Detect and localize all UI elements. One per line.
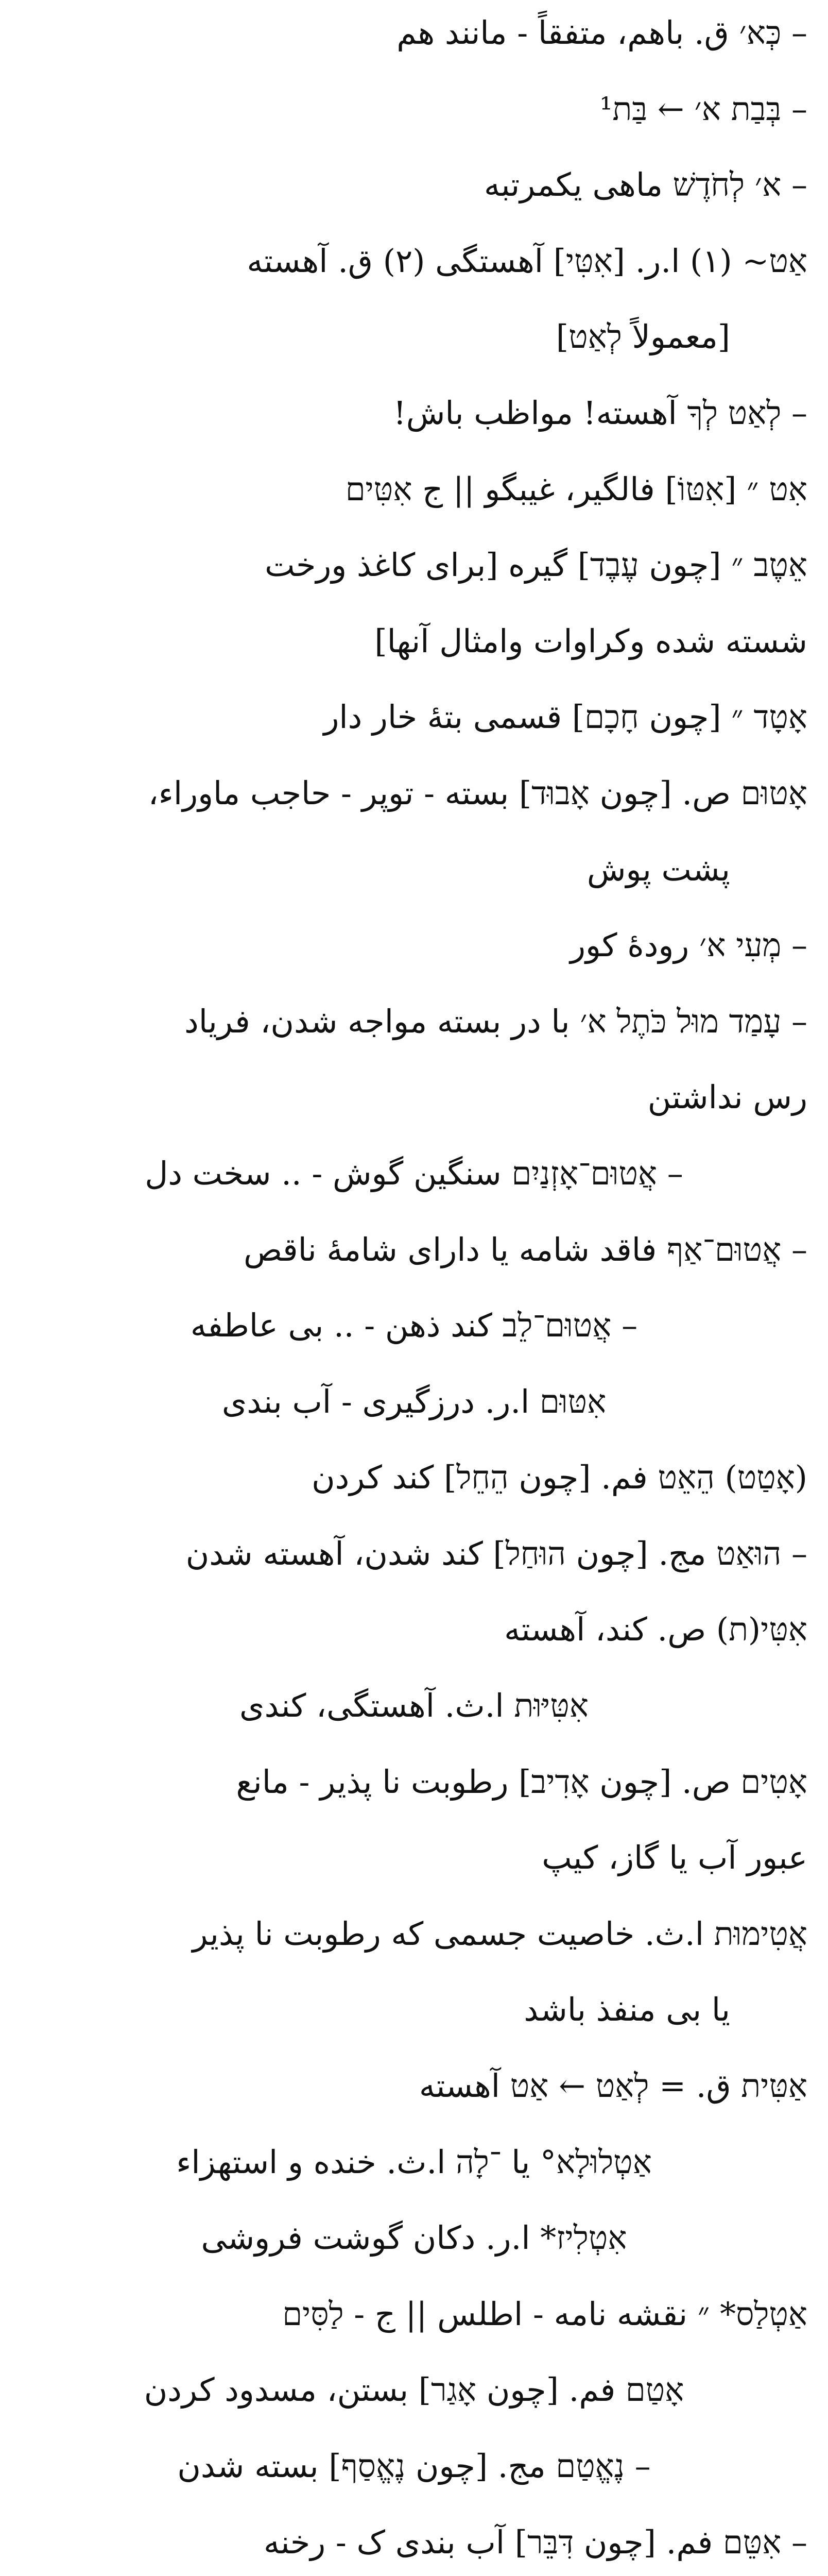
entry-line: – לְאַט לְךָ آهسته! مواظب باش! [393,394,807,432]
entry-line: – א׳ לְחֹדֶשׁ ماهی یکمرتبه [484,166,807,204]
entry-line: אַטְלוּלָא° یا ־לָה ا.ث. خنده و استهزاء [176,2143,652,2181]
entry-line: شسته شده وکراوات وامثال آنها] [374,622,807,660]
entry-line: – אֲטוּם־אַף فاقد شامه یا دارای شامهٔ ناقص [244,1230,807,1268]
entry-line: – הוּאַט مج. [چون הוּחַל] کند شدن، آهسته شدن [185,1534,807,1572]
entry-line: – נֶאֱטַם مج. [چون נֶאֱסַף] بسته شدن [177,2447,651,2485]
entry-line: – אֲטוּם־לֵב کند ذهن - .. بی عاطفه [190,1307,638,1345]
entry-line: אַטִּית ق. = לְאַט ← אַט آهسته [419,2067,807,2105]
entry-line: אַט~ (۱) ا.ر. [אִטִּי] آهستگی (۲) ق. آهسته [247,242,807,280]
entry-line: אָטִים ص. [چون אָדִיב] رطوبت نا پذیر - مانع [236,1762,807,1801]
entry-line: אַטְלַס* ״ نقشه نامه - اطلس || ج - לַסִּים [282,2295,807,2333]
entry-line: یا بی منفذ باشد [524,1991,730,2029]
entry-line: – אִטֵּם فم. [چون דִּבֵּר] آب بندی ک - رخنه [263,2523,807,2561]
entry-line: عبور آب یا گاز، کیپ [542,1839,807,1877]
entry-line: [معمولاً לְאַט] [556,318,730,356]
entry-line: – אֲטוּם־אָזְנַיִם سنگین گوش - .. سخت دل [145,1154,683,1192]
entry-line: אִטִּי(ת) ص. کند، آهسته [504,1611,807,1649]
entry-line: אֲטִימוּת ا.ث. خاصیت جسمی که رطوبت نا پذیر [192,1914,807,1953]
entry-line: אִט ״ [אִטּוֹ] فالگیر، غیبگو || ج אִטִּים [345,470,807,508]
entry-line: پشت پوش [586,850,730,888]
entry-line: – בְּבַת א׳ ← בַּת¹ [599,90,807,128]
entry-line: אָטַם فم. [چون אָגַר] بستن، مسدود کردن [144,2371,684,2409]
entry-line: אִטְלִיז* ا.ر. دکان گوشت فروشی [201,2219,627,2257]
entry-line: אָטוּם ص. [چون אָבוּד] بسته - توپر - حاجب ماوراء، [148,774,807,812]
entry-line: אָטָד ״ [چون חָכָם] قسمی بتهٔ خار دار [323,698,807,736]
entry-line: – מְעִי א׳ رودهٔ کور [570,926,807,964]
entry-line: – עָמַד מוּל כֹּתֶל א׳ با در بسته مواجه شدن، فریاد [184,1002,807,1040]
entry-line: (אָטַט) הֵאֵט فم. [چون הֵחֵל] کند کردن [312,1459,807,1497]
entry-line: אִטּוּם ا.ر. درزگیری - آب بندی [221,1382,607,1420]
entry-line: אֵטֶב ״ [چون עֶבֶד] گیره [برای کاغذ ورخت [265,546,807,584]
entry-line: אִטִּיּוּת ا.ث. آهستگی، کندی [239,1687,589,1725]
entry-line: رس نداشتن [647,1078,807,1116]
entry-line: – כְּא׳ ق. باهم، متفقاً - مانند هم [396,14,807,52]
